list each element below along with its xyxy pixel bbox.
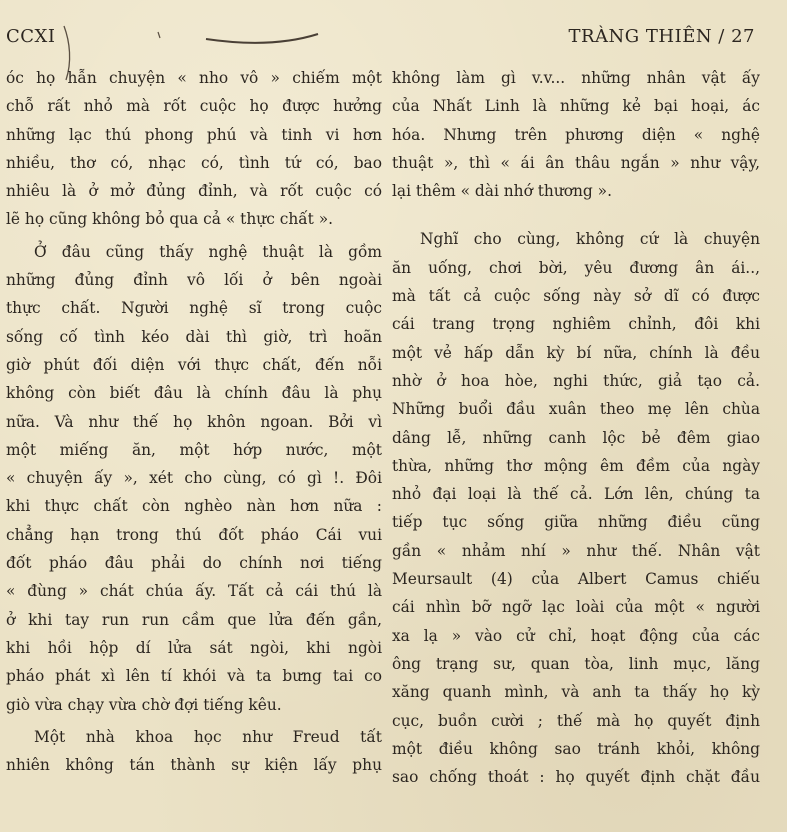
text-line: ăn uống, chơi bời, yêu đương ân ái.., bbox=[392, 258, 760, 277]
text-line: thực chất. Người nghệ sĩ trong cuộc bbox=[6, 299, 382, 318]
text-line: cái nhìn bỡ ngỡ lạc loài của một « người bbox=[392, 598, 760, 617]
text-line: « đùng » chát chúa ấy. Tất cả cái thú là bbox=[6, 582, 382, 601]
text-line: sống cố tình kéo dài thì giờ, trì hoãn bbox=[6, 327, 382, 346]
text-line: nhiều, thơ có, nhạc có, tình tứ có, bao bbox=[6, 153, 382, 172]
text-line: tiếp tục sống giữa những điều cũng bbox=[392, 513, 760, 532]
paragraph bbox=[392, 225, 760, 791]
text-line: nhiên không tán thành sự kiện lấy phụ bbox=[6, 756, 382, 775]
text-line: mà tất cả cuộc sống này sở dĩ có được bbox=[392, 287, 760, 306]
text-line: không còn biết đâu là chính đâu là phụ bbox=[6, 384, 382, 403]
text-line: chỗ rất nhỏ mà rốt cuộc họ được hưởng bbox=[6, 97, 382, 116]
text-line: sao chống thoát : họ quyết định chặt đầu bbox=[392, 768, 760, 787]
paragraph bbox=[6, 238, 382, 719]
right-column bbox=[392, 64, 760, 791]
text-line: đốt pháo đâu phải do chính nơi tiếng bbox=[6, 554, 382, 573]
text-line: nhờ ở hoa hòe, nghi thức, giả tạo cả. bbox=[392, 371, 760, 390]
text-line: thuật », thì « ái ân thâu ngắn » như vậy, bbox=[392, 153, 760, 172]
text-line: thừa, những thơ mộng êm đềm của ngày bbox=[392, 456, 760, 475]
text-line: xăng quanh mình, và anh ta thấy họ kỳ bbox=[392, 683, 760, 702]
text-line: nữa. Và như thế họ khôn ngoan. Bởi vì bbox=[6, 412, 382, 431]
text-line: Meursault (4) của Albert Camus chiếu bbox=[392, 570, 760, 589]
paragraph bbox=[392, 64, 760, 205]
page-running-title: TRÀNG THIÊN / 27 bbox=[568, 26, 755, 47]
text-line: lại thêm « dài nhớ thương ». bbox=[392, 182, 612, 201]
text-line: óc họ hẫn chuyện « nho vô » chiếm một bbox=[6, 69, 382, 87]
text-line: pháo phát xì lên tí khói và ta bưng tai co bbox=[6, 667, 382, 686]
text-line: gần « nhảm nhí » như thế. Nhân vật bbox=[392, 541, 760, 560]
text-line: một vẻ hấp dẫn kỳ bí nữa, chính là đều bbox=[392, 343, 760, 362]
text-line: ông trạng sư, quan tòa, linh mục, lăng bbox=[392, 654, 760, 673]
text-line: giờ phút đối diện với thực chất, đến nỗi bbox=[6, 355, 382, 374]
text-line: nhỏ đại loại là thế cả. Lớn lên, chúng ta bbox=[392, 485, 760, 504]
text-line: một miếng ăn, một hớp nước, một bbox=[6, 440, 382, 459]
paragraph bbox=[6, 723, 382, 780]
left-column bbox=[6, 64, 382, 779]
text-line: những lạc thú phong phú và tinh vi hơn bbox=[6, 125, 382, 144]
text-line: « chuyện ấy », xét cho cùng, có gì !. Đôi bbox=[6, 469, 382, 488]
text-line: Ở đâu cũng thấy nghệ thuật là gồm bbox=[34, 242, 382, 261]
text-line: lẽ họ cũng không bỏ qua cả « thực chất ». bbox=[6, 210, 334, 229]
text-line: chẳng hạn trong thú đốt pháo Cái vui bbox=[6, 525, 382, 544]
text-line: hóa. Nhưng trên phương diện « nghệ bbox=[392, 125, 760, 144]
text-line: Nghĩ cho cùng, không cứ là chuyện bbox=[420, 230, 760, 249]
text-line: cái trang trọng nghiêm chỉnh, đôi khi bbox=[392, 315, 760, 334]
text-line: khi thực chất còn nghèo nàn hơn nữa : bbox=[6, 497, 382, 516]
text-line: của Nhất Linh là những kẻ bại hoại, ác bbox=[392, 97, 760, 116]
issue-number: CCXI bbox=[6, 26, 56, 47]
text-line: giò vừa chạy vừa chờ đợi tiếng kêu. bbox=[6, 695, 282, 714]
text-line: cục, buồn cười ; thế mà họ quyết định bbox=[392, 711, 760, 730]
text-line: xa lạ » vào cử chỉ, hoạt động của các bbox=[392, 626, 760, 645]
text-line: Những buổi đầu xuân theo mẹ lên chùa bbox=[392, 400, 760, 419]
page-header bbox=[0, 22, 787, 52]
text-line: dâng lễ, những canh lộc bẻ đêm giao bbox=[392, 428, 760, 447]
text-line: nhiêu là ở mở đủng đỉnh, và rốt cuộc có bbox=[6, 182, 382, 201]
text-line: ở khi tay run run cầm que lửa đến gần, bbox=[6, 610, 382, 629]
text-line: không làm gì v.v... những nhân vật ấy bbox=[392, 69, 760, 87]
text-line: khi hồi hộp dí lửa sát ngòi, khi ngòi bbox=[6, 638, 382, 657]
text-line: Một nhà khoa học như Freud tất bbox=[34, 727, 382, 746]
text-line: những đủng đỉnh vô lối ở bên ngoài bbox=[6, 271, 382, 290]
text-line: một điều không sao tránh khỏi, không bbox=[392, 739, 760, 758]
paragraph bbox=[6, 64, 382, 234]
